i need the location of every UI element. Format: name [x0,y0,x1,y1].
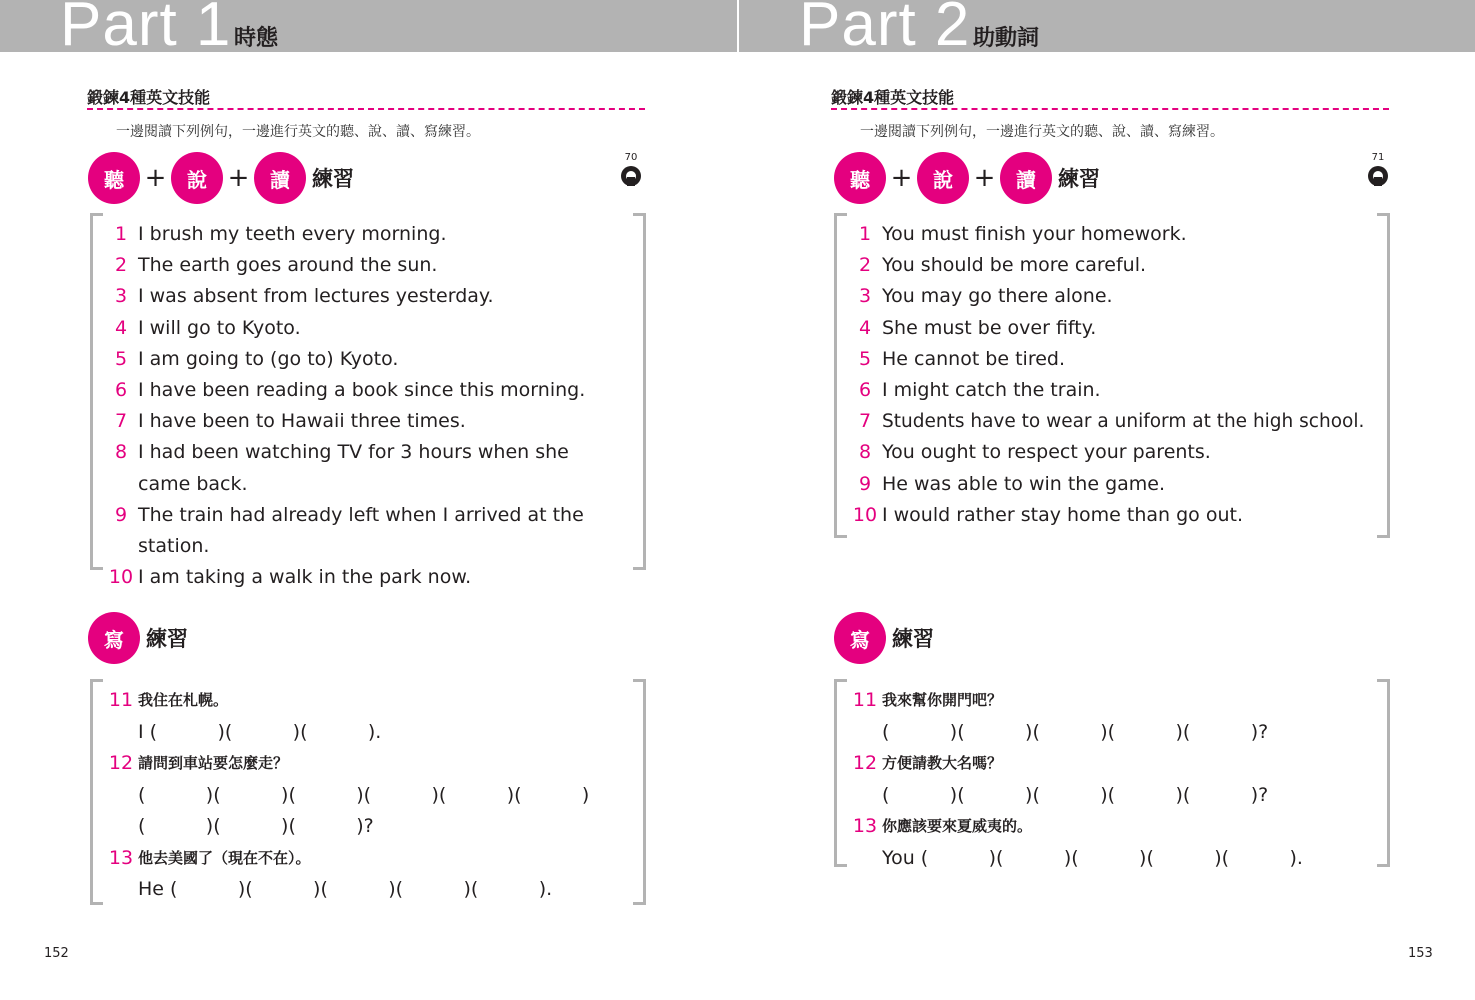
item-text: I am taking a walk in the park now. [138,566,472,589]
item-text: You ought to respect your parents. [882,441,1211,464]
example-list [104,219,626,593]
list-item [104,562,626,593]
question-text: 請問到車站要怎麼走？ [138,754,289,772]
item-text: I am going to (go to) Kyoto. [138,347,399,370]
item-number: 12 [852,752,878,774]
list-item [848,406,1370,437]
write-badge: 寫 [88,612,140,664]
question-text: 我來幫你開門吧？ [882,691,1003,709]
list-item [104,250,626,281]
question-text: 他去美國了（現在不在）。 [138,848,311,867]
item-number: 3 [114,285,128,308]
headphones-icon[interactable] [1368,166,1388,186]
item-text: The earth goes around the sun. [138,254,438,277]
read-badge: 讀 [1000,152,1052,204]
item-number: 6 [858,379,872,402]
item-number: 1 [114,223,128,245]
item-number: 4 [858,316,872,339]
item-number: 3 [858,285,872,308]
listen-badge: 聽 [834,152,886,204]
answer-blank-line[interactable]: You ( )( )( )( )( ). [882,846,1303,869]
question-text: 你應該要來夏威夷的。 [882,817,1033,835]
write-question [104,748,626,780]
item-text: You may go there alone. [882,285,1113,308]
item-text: She must be over fifty. [882,316,1097,339]
write-question [104,843,626,875]
list-item [848,469,1370,500]
read-badge: 讀 [254,152,306,204]
item-number: 12 [108,752,134,774]
page-number: 152 [44,946,69,961]
write-box [90,679,646,905]
item-number: 7 [858,410,872,433]
answer-blank-line[interactable]: ( )( )( )( )( )( ) [138,783,590,806]
item-number: 9 [114,503,128,526]
item-number: 8 [114,441,128,464]
answer-blank-line[interactable]: He ( )( )( )( )( ). [138,878,553,900]
item-text: He cannot be tired. [882,347,1066,370]
write-question [104,685,626,717]
list-item [848,281,1370,312]
plus-sign: + [890,163,913,193]
write-box [834,679,1390,867]
item-text: I brush my teeth every morning. [138,223,447,245]
item-text: He was able to win the game. [882,472,1166,495]
track-number: 70 [624,152,638,163]
item-number: 8 [858,441,872,464]
item-number: 10 [852,503,878,526]
part-1-header [0,0,737,52]
list-item [848,313,1370,344]
item-number: 11 [852,689,878,711]
item-text: I might catch the train. [882,379,1101,402]
section-title: 鍛鍊4種英文技能 [831,88,955,107]
write-badge-row [88,612,188,664]
part-2-header [739,0,1475,52]
item-number: 11 [108,689,134,711]
list-item [848,250,1370,281]
intro-text: 一邊閱讀下列例句，一邊進行英文的聽、說、讀、寫練習。 [860,124,1224,140]
item-number: 7 [114,410,128,433]
list-item [848,344,1370,375]
list-item [848,375,1370,406]
list-item [104,219,626,250]
speak-badge: 說 [917,152,969,204]
item-text: I was absent from lectures yesterday. [138,285,494,308]
practice-label: 練習 [146,627,188,651]
plus-sign: + [227,163,250,193]
list-item [848,500,1370,531]
bracket-right [1377,679,1390,867]
part-label: Part 2 [799,0,971,52]
question-text: 我住在札幌。 [138,691,229,709]
item-number: 2 [858,254,872,277]
list-item [104,344,626,375]
track-number: 71 [1371,152,1385,163]
item-number: 4 [114,316,128,339]
item-number: 5 [858,347,872,370]
write-question [848,748,1370,780]
dashed-divider [87,108,645,110]
write-badge: 寫 [834,612,886,664]
right-page [738,52,1475,1000]
item-text: Students have to wear a uniform at the high school. [882,411,1365,433]
write-question [848,811,1370,843]
answer-blank-line[interactable]: I ( )( )( ). [138,720,382,743]
bracket-right [633,679,646,905]
part-subtitle: 助動詞 [973,26,1040,51]
audio-track[interactable] [1365,152,1391,186]
audio-track[interactable] [618,152,644,186]
skill-badges [834,152,1100,204]
practice-label: 練習 [1058,167,1100,191]
section-title: 鍛鍊4種英文技能 [87,88,211,107]
answer-blank-line[interactable]: ( )( )( )( )( )? [882,783,1269,806]
item-number: 9 [858,472,872,495]
headphones-icon[interactable] [621,166,641,186]
list-item [104,281,626,312]
skill-badges [88,152,354,204]
example-list [848,219,1370,531]
list-item [104,437,626,499]
list-item [848,219,1370,250]
item-text: The train had already left when I arrived at the station. [138,503,584,558]
plus-sign: + [144,163,167,193]
listen-badge: 聽 [88,152,140,204]
item-text: I will go to Kyoto. [138,316,301,339]
list-item [104,313,626,344]
question-text: 方便請教大名嗎？ [882,754,1003,772]
item-text: I have been to Hawaii three times. [138,410,466,433]
item-text: I would rather stay home than go out. [882,503,1243,526]
bracket-left [834,679,847,867]
item-number: 10 [108,566,134,589]
bracket-right [1377,213,1390,538]
write-list [104,685,626,906]
item-text: You must finish your homework. [882,223,1187,245]
item-text: I had been watching TV for 3 hours when she came back. [138,441,569,495]
bracket-right [633,213,646,570]
left-page [0,52,737,1000]
speak-badge: 說 [171,152,223,204]
practice-label: 練習 [892,627,934,651]
page-number: 153 [1408,946,1433,961]
write-badge-row [834,612,934,664]
dashed-divider [831,108,1389,110]
item-number: 5 [114,347,128,370]
list-item [848,437,1370,468]
item-number: 13 [852,815,878,837]
answer-blank-line[interactable]: ( )( )( )( )( )? [882,720,1269,743]
plus-sign: + [973,163,996,193]
bracket-left [90,679,103,905]
write-question [848,685,1370,717]
part-subtitle: 時態 [234,26,279,51]
item-number: 1 [858,223,872,245]
intro-text: 一邊閱讀下列例句，一邊進行英文的聽、說、讀、寫練習。 [116,124,480,140]
item-number: 2 [114,254,128,277]
part-label: Part 1 [60,0,232,52]
bracket-left [90,213,103,570]
item-text: I have been reading a book since this morning. [138,379,586,402]
item-number: 13 [108,846,134,869]
example-box [90,213,646,589]
item-number: 6 [114,379,128,402]
write-list [848,685,1370,874]
bracket-left [834,213,847,538]
list-item [104,500,626,562]
list-item [104,406,626,437]
example-box [834,213,1390,538]
list-item [104,375,626,406]
answer-blank-line[interactable]: ( )( )( )? [138,815,374,837]
practice-label: 練習 [312,167,354,191]
item-text: You should be more careful. [882,254,1147,277]
